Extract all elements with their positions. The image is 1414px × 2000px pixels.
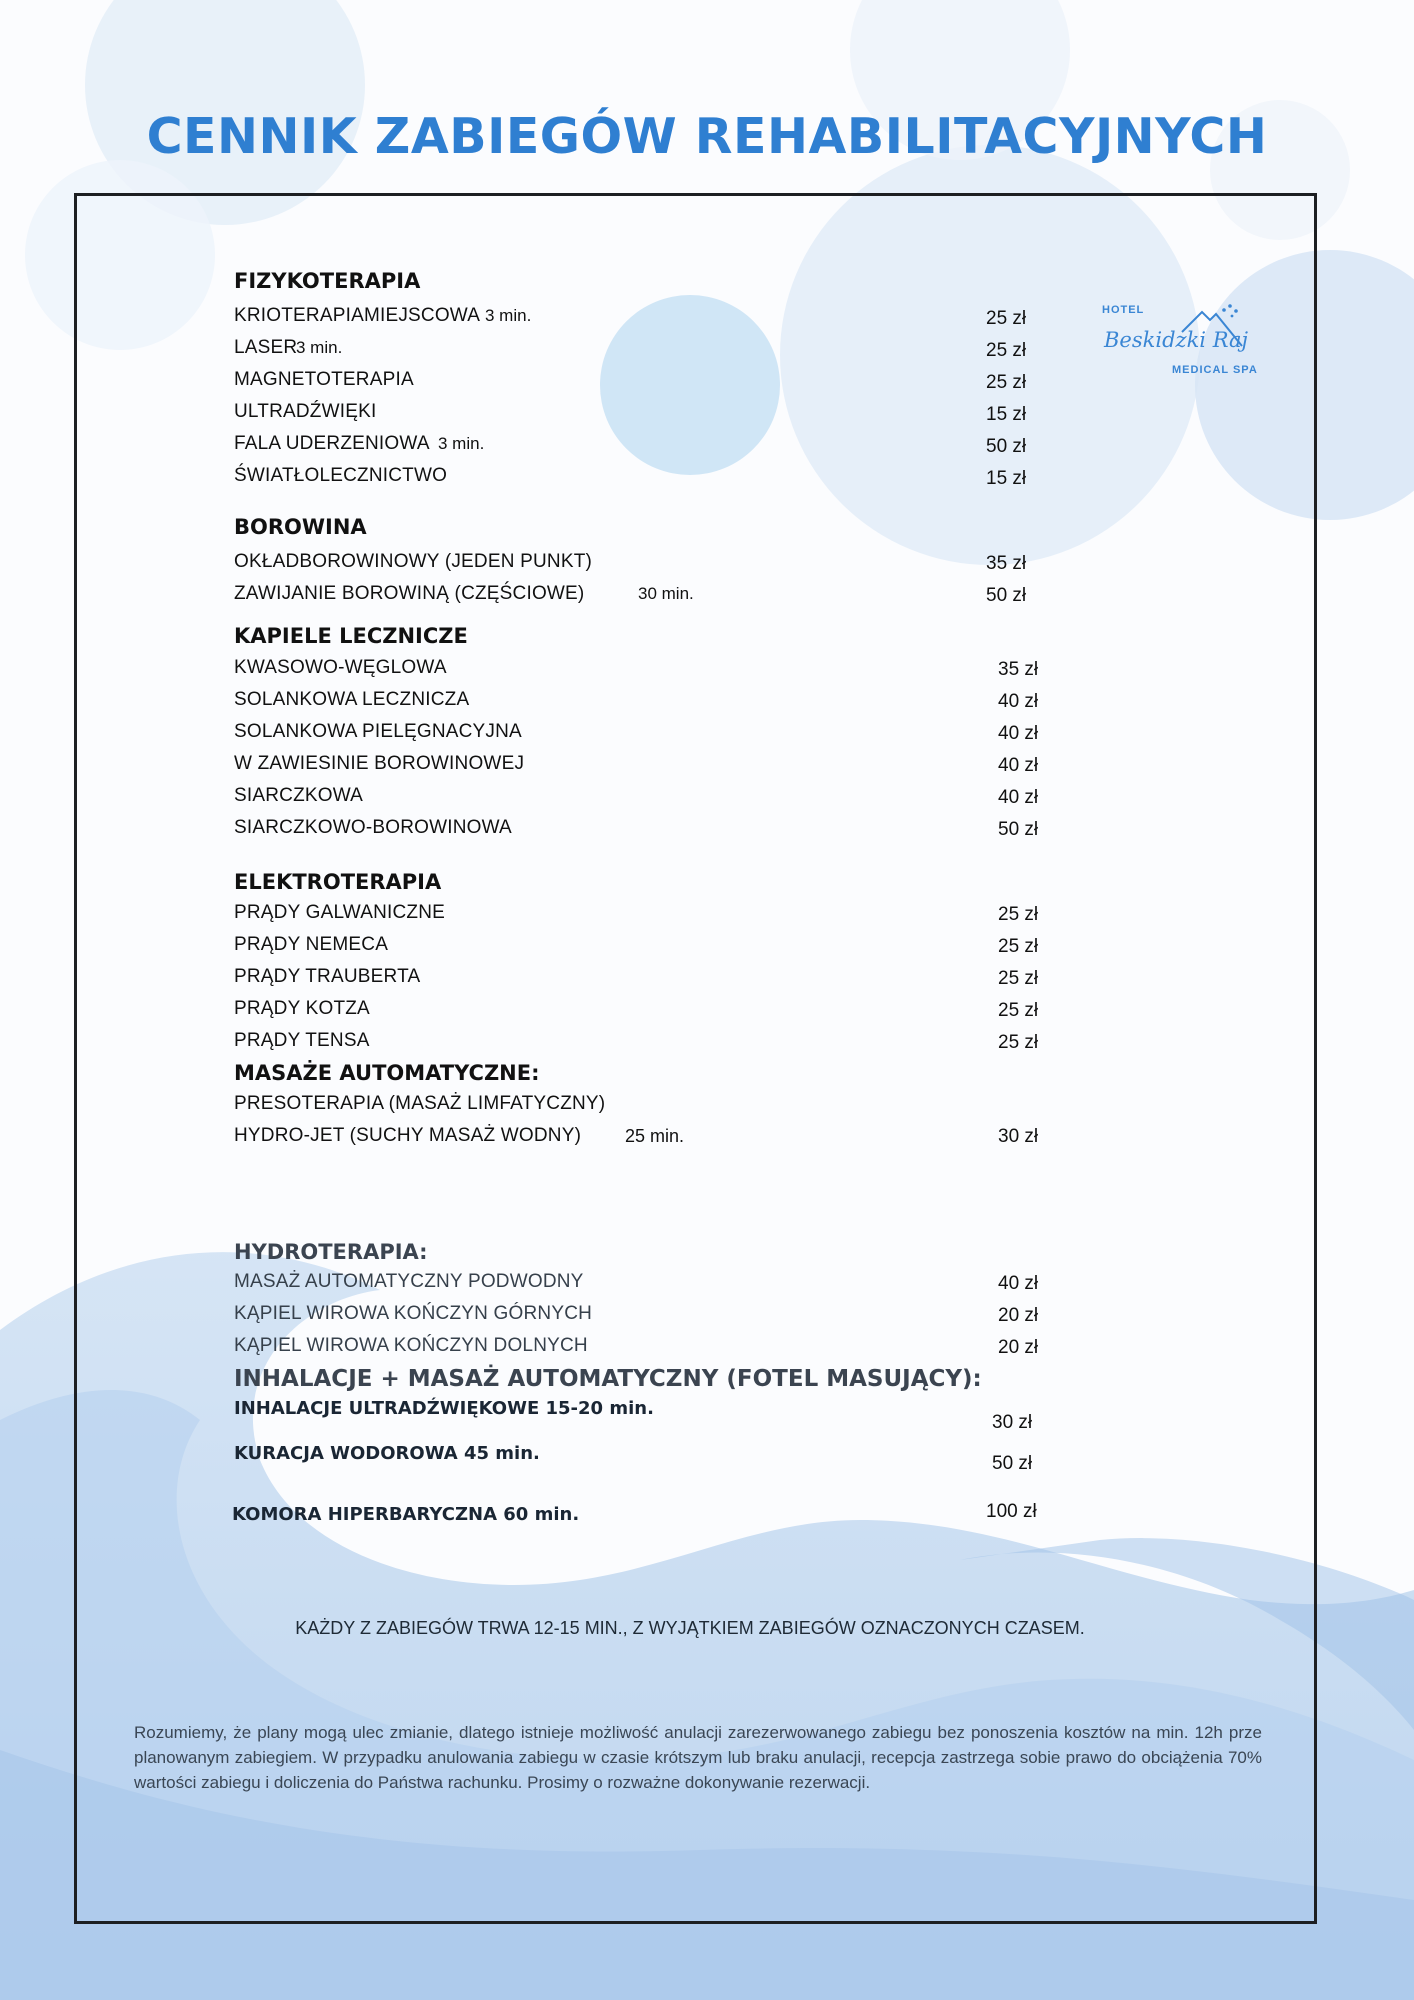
item-name: MASAŻ AUTOMATYCZNY PODWODNY bbox=[234, 1271, 584, 1292]
item-name: KRIOTERAPIAMIEJSCOWA bbox=[234, 305, 481, 326]
item-name: KĄPIEL WIROWA KOŃCZYN DOLNYCH bbox=[234, 1335, 588, 1356]
section-heading-fizykoterapia: FIZYKOTERAPIA bbox=[234, 269, 421, 293]
item-price: 25 zł bbox=[998, 968, 1039, 989]
logo-name-text: Beskidzki Raj bbox=[1104, 328, 1249, 352]
item-name: ŚWIATŁOLECZNICTWO bbox=[234, 465, 448, 486]
item-name: KURACJA WODOROWA 45 min. bbox=[234, 1443, 540, 1464]
section-heading-inhalacje: INHALACJE + MASAŻ AUTOMATYCZNY (FOTEL MASUJĄCY): bbox=[234, 1366, 982, 1392]
item-name: ZAWIJANIE BOROWINĄ (CZĘŚCIOWE) bbox=[234, 583, 585, 604]
item-name: OKŁADBOROWINOWY (JEDEN PUNKT) bbox=[234, 551, 593, 572]
item-price: 25 zł bbox=[986, 308, 1027, 329]
item-price: 40 zł bbox=[998, 787, 1039, 808]
item-price: 35 zł bbox=[998, 659, 1039, 680]
section-heading-hydroterapia: HYDROTERAPIA: bbox=[234, 1240, 428, 1264]
page-title: CENNIK ZABIEGÓW REHABILITACYJNYCH bbox=[146, 108, 1268, 165]
item-price: 50 zł bbox=[986, 436, 1027, 457]
item-price: 50 zł bbox=[986, 585, 1027, 606]
item-name: LASER bbox=[234, 337, 298, 358]
item-price: 50 zł bbox=[992, 1453, 1033, 1474]
item-price: 30 zł bbox=[992, 1412, 1033, 1433]
item-name: PRĄDY KOTZA bbox=[234, 998, 370, 1019]
item-duration: 3 min. bbox=[485, 306, 532, 325]
item-price: 40 zł bbox=[998, 723, 1039, 744]
item-price: 25 zł bbox=[986, 340, 1027, 361]
item-name: W ZAWIESINIE BOROWINOWEJ bbox=[234, 753, 525, 774]
duration-note: KAŻDY Z ZABIEGÓW TRWA 12-15 MIN., Z WYJĄTKIEM ZABIEGÓW OZNACZONYCH CZASEM. bbox=[295, 1618, 1085, 1638]
item-price: 25 zł bbox=[998, 1032, 1039, 1053]
item-name: FALA UDERZENIOWA bbox=[234, 433, 430, 454]
item-price: 25 zł bbox=[998, 936, 1039, 957]
item-name: PRĄDY NEMECA bbox=[234, 934, 389, 955]
logo-spa-text: MEDICAL SPA bbox=[1172, 364, 1258, 376]
item-price: 15 zł bbox=[986, 404, 1027, 425]
item-name: SOLANKOWA LECZNICZA bbox=[234, 689, 470, 710]
item-duration: 3 min. bbox=[296, 338, 343, 357]
item-price: 50 zł bbox=[998, 819, 1039, 840]
item-name: PRĄDY TRAUBERTA bbox=[234, 966, 421, 987]
item-price: 25 zł bbox=[998, 904, 1039, 925]
section-heading-masaze: MASAŻE AUTOMATYCZNE: bbox=[234, 1061, 540, 1085]
item-price: 40 zł bbox=[998, 1273, 1039, 1294]
item-name: SIARCZKOWO-BOROWINOWA bbox=[234, 817, 512, 838]
item-name: SOLANKOWA PIELĘGNACYJNA bbox=[234, 721, 522, 742]
item-price: 100 zł bbox=[986, 1501, 1037, 1522]
item-price: 35 zł bbox=[986, 553, 1027, 574]
item-price: 25 zł bbox=[998, 1000, 1039, 1021]
item-price: 20 zł bbox=[998, 1305, 1039, 1326]
item-price: 30 zł bbox=[998, 1126, 1039, 1147]
item-name: PRĄDY TENSA bbox=[234, 1030, 370, 1051]
section-heading-borowina: BOROWINA bbox=[234, 515, 367, 539]
section-heading-kapiele: KAPIELE LECZNICZE bbox=[234, 624, 468, 648]
item-name: KOMORA HIPERBARYCZNA 60 min. bbox=[232, 1504, 580, 1525]
item-price: 15 zł bbox=[986, 468, 1027, 489]
item-price: 25 zł bbox=[986, 372, 1027, 393]
item-price: 20 zł bbox=[998, 1337, 1039, 1358]
item-price: 40 zł bbox=[998, 755, 1039, 776]
item-duration: 25 min. bbox=[625, 1126, 685, 1146]
cancellation-policy: Rozumiemy, że plany mogą ulec zmianie, dlatego istnieje możliwość anulacji zarezerwowanego zabiegu bez ponoszenia kosztów na min. 12h prze planowanym zabiegiem. W przypadku anulowania zabiegu w czasie krótszym lub braku anulacji, recepcja zastrzega sobie prawo do obciążenia 70% wartości zabiegu i doliczenia do Państwa rachunku. Prosimy o rozważne dokonywanie rezerwacji. bbox=[134, 1723, 1262, 1792]
item-name: MAGNETOTERAPIA bbox=[234, 369, 414, 390]
item-name: INHALACJE ULTRADŹWIĘKOWE 15-20 min. bbox=[234, 1398, 654, 1419]
logo-hotel-text: HOTEL bbox=[1102, 304, 1145, 316]
item-name: ULTRADŹWIĘKI bbox=[234, 401, 377, 422]
item-name: KWASOWO-WĘGLOWA bbox=[234, 657, 447, 678]
section-heading-elektroterapia: ELEKTROTERAPIA bbox=[234, 870, 442, 894]
item-name: HYDRO-JET (SUCHY MASAŻ WODNY) bbox=[234, 1125, 582, 1146]
item-name: PRĄDY GALWANICZNE bbox=[234, 902, 446, 923]
item-name: PRESOTERAPIA (MASAŻ LIMFATYCZNY) bbox=[234, 1093, 606, 1114]
item-name: SIARCZKOWA bbox=[234, 785, 364, 806]
item-price: 40 zł bbox=[998, 691, 1039, 712]
item-duration: 30 min. bbox=[638, 584, 694, 603]
item-duration: 3 min. bbox=[438, 434, 485, 453]
item-name: KĄPIEL WIROWA KOŃCZYN GÓRNYCH bbox=[234, 1303, 593, 1324]
